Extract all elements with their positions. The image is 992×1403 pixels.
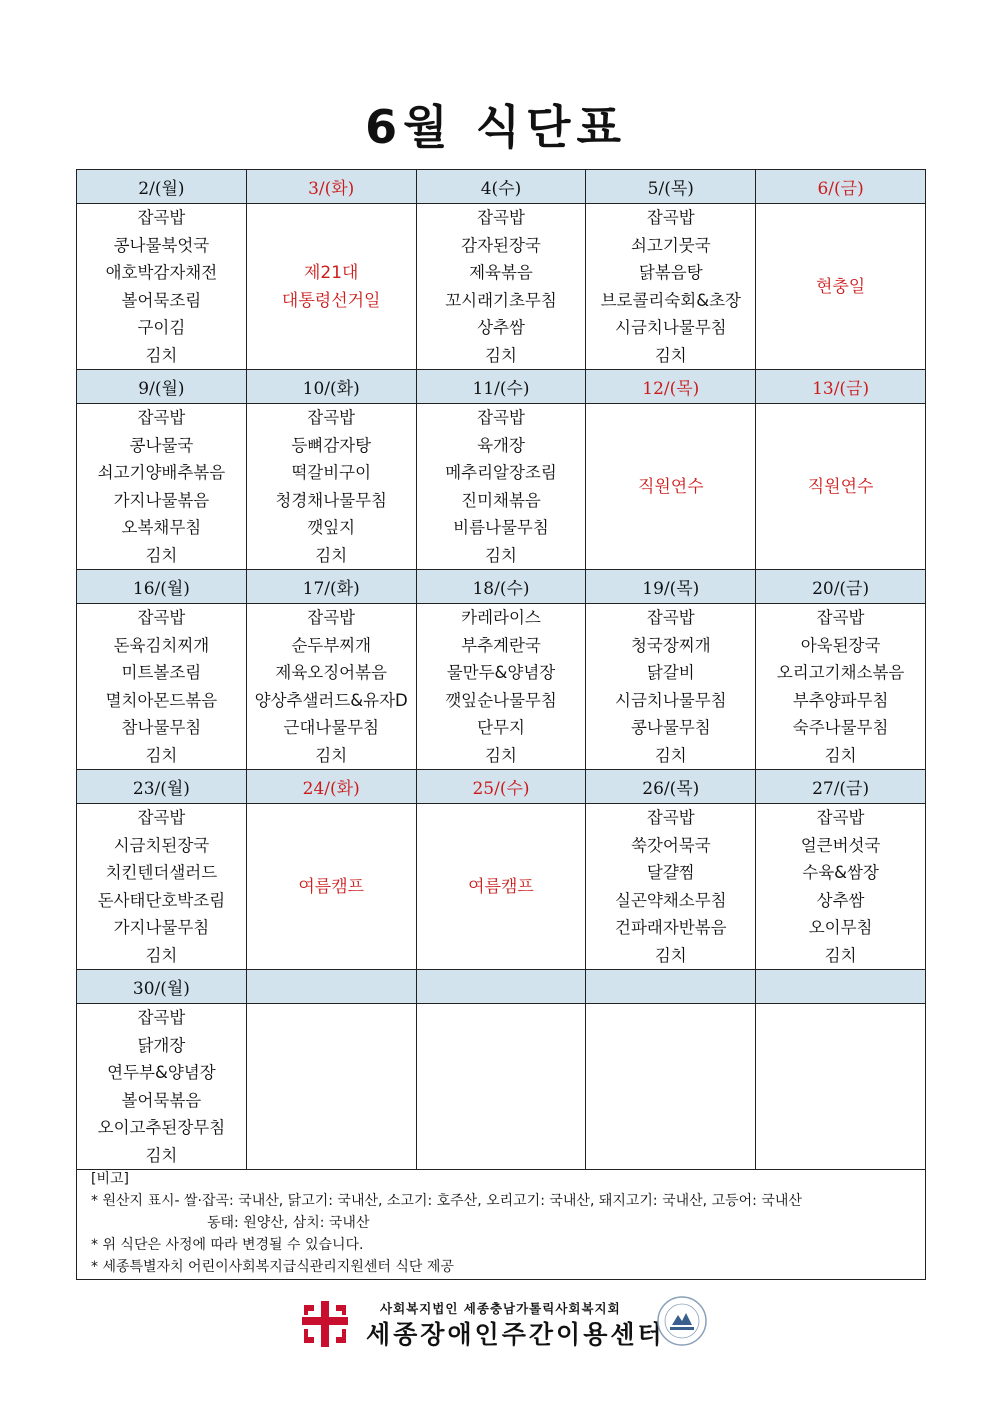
menu-cell <box>586 1004 756 1170</box>
date-cell <box>246 970 416 1004</box>
date-cell: 11/(수) <box>416 370 586 404</box>
date-cell <box>756 970 926 1004</box>
menu-cell <box>416 604 586 770</box>
menu-row <box>77 204 926 370</box>
menu-item: 단무지 <box>477 718 525 737</box>
date-cell: 19/(목) <box>586 570 756 604</box>
menu-item: 김치 <box>485 345 517 365</box>
org-name: 세종장애인주간이용센터 <box>366 1320 665 1349</box>
menu-item: 김치 <box>824 745 857 765</box>
menu-item: 김치 <box>315 745 348 765</box>
menu-item: 청경채나물무침 <box>275 490 387 510</box>
menu-item: 닭개장 <box>137 1035 186 1055</box>
menu-item: 아욱된장국 <box>800 635 881 655</box>
menu-item: 김치 <box>145 1145 178 1165</box>
menu-item: 제육오징어볶음 <box>275 663 387 682</box>
origin-note-cont: 동태: 원양산, 삼치: 국내산 <box>207 1215 370 1231</box>
menu-item: 근대나물무침 <box>283 718 380 737</box>
menu-item: 시금치나물무침 <box>615 690 727 710</box>
menu-item: 잡곡밥 <box>137 808 186 827</box>
menu-cell <box>246 404 416 570</box>
date-cell: 9/(월) <box>77 370 247 404</box>
menu-item: 돈육김치찌개 <box>113 635 210 655</box>
menu-row <box>77 404 926 570</box>
menu-item: 김치 <box>145 345 178 365</box>
menu-item: 김치 <box>145 945 178 965</box>
menu-item: 잡곡밥 <box>137 208 186 227</box>
menu-item: 김치 <box>145 545 178 565</box>
menu-item: 상추쌈 <box>477 318 525 337</box>
menu-item: 가지나물무침 <box>113 918 210 937</box>
event-cell <box>756 404 926 570</box>
date-header-row <box>77 170 926 204</box>
notes-box <box>76 1166 926 1280</box>
menu-item: 콩나물국 <box>129 435 194 455</box>
menu-item: 김치 <box>485 745 517 765</box>
menu-item: 실곤약채소무침 <box>615 890 727 910</box>
menu-item: 미트볼조림 <box>121 663 202 682</box>
menu-item: 시금치나물무침 <box>615 318 727 337</box>
menu-item: 순두부찌개 <box>291 635 372 655</box>
event-cell <box>756 204 926 370</box>
menu-item: 떡갈비구이 <box>291 463 372 482</box>
date-cell: 6/(금) <box>756 170 926 204</box>
date-cell: 26/(목) <box>586 770 756 804</box>
menu-item: 양상추샐러드&유자D <box>254 690 408 710</box>
menu-item: 구이김 <box>137 318 186 337</box>
menu-item: 건파래자반볶음 <box>615 918 727 937</box>
menu-item: 참나물무침 <box>121 718 202 737</box>
date-cell: 30/(월) <box>77 970 247 1004</box>
menu-item: 김치 <box>145 745 178 765</box>
menu-cell <box>246 1004 416 1170</box>
menu-cell <box>586 204 756 370</box>
menu-item: 숙주나물무침 <box>792 718 889 737</box>
menu-cell <box>756 604 926 770</box>
menu-item: 메추리알장조림 <box>445 463 557 482</box>
menu-item: 오이고추된장무침 <box>97 1118 226 1137</box>
menu-item: 부추계란국 <box>461 635 541 655</box>
provider-note: * 세종특별자치 어린이사회복지급식관리지원센터 식단 제공 <box>91 1259 454 1275</box>
menu-item: 물만두&양념장 <box>446 663 556 682</box>
date-header-row <box>77 370 926 404</box>
date-cell <box>586 970 756 1004</box>
menu-cell <box>246 604 416 770</box>
menu-item: 닭볶음탕 <box>638 263 703 282</box>
date-cell: 25/(수) <box>416 770 586 804</box>
menu-item: 돈사태단호박조림 <box>97 890 226 910</box>
menu-cell <box>756 804 926 970</box>
menu-item: 연두부&양념장 <box>107 1063 216 1082</box>
menu-item: 얼큰버섯국 <box>800 835 881 855</box>
event-cell <box>586 404 756 570</box>
menu-item: 진미채볶음 <box>461 490 541 510</box>
menu-item: 잡곡밥 <box>646 608 695 627</box>
date-cell: 12/(목) <box>586 370 756 404</box>
date-cell: 5/(목) <box>586 170 756 204</box>
menu-item: 김치 <box>654 345 687 365</box>
menu-item: 쑥갓어묵국 <box>630 835 711 855</box>
origin-note: * 원산지 표시- 쌀·잡곡: 국내산, 닭고기: 국내산, 소고기: 호주산, 오리고기: 국내산, 돼지고기: 국내산, 고등어: 국내산 <box>91 1193 802 1209</box>
menu-cell <box>77 604 247 770</box>
menu-item: 잡곡밥 <box>477 408 525 427</box>
menu-item: 잡곡밥 <box>816 808 865 827</box>
event-label: 현충일 <box>815 276 866 297</box>
date-cell: 18/(수) <box>416 570 586 604</box>
menu-item: 콩나물무침 <box>630 718 711 737</box>
menu-item: 잡곡밥 <box>816 608 865 627</box>
menu-item: 김치 <box>654 745 687 765</box>
change-note: * 위 식단은 사정에 따라 변경될 수 있습니다. <box>91 1237 364 1253</box>
event-cell <box>246 804 416 970</box>
menu-item: 잡곡밥 <box>137 1008 186 1027</box>
date-header-row <box>77 570 926 604</box>
menu-item: 수육&쌈장 <box>802 863 879 882</box>
date-cell: 23/(월) <box>77 770 247 804</box>
event-cell <box>416 804 586 970</box>
menu-item: 치킨텐더샐러드 <box>105 863 218 882</box>
event-label: 직원연수 <box>637 476 704 497</box>
date-cell: 20/(금) <box>756 570 926 604</box>
menu-item: 잡곡밥 <box>307 608 356 627</box>
menu-item: 김치 <box>824 945 857 965</box>
date-cell: 2/(월) <box>77 170 247 204</box>
menu-item: 달걀찜 <box>646 863 695 882</box>
menu-cell <box>756 1004 926 1170</box>
menu-item: 오리고기채소볶음 <box>776 663 905 682</box>
menu-item: 꼬시래기초무침 <box>445 290 557 310</box>
menu-cell <box>586 604 756 770</box>
date-cell: 17/(화) <box>246 570 416 604</box>
menu-item: 감자된장국 <box>461 235 541 255</box>
menu-item: 부추양파무침 <box>792 690 889 710</box>
menu-cell <box>77 804 247 970</box>
menu-item: 볼어묵조림 <box>121 290 202 310</box>
date-cell: 10/(화) <box>246 370 416 404</box>
event-label: 직원연수 <box>807 476 874 497</box>
menu-item: 잡곡밥 <box>307 408 356 427</box>
menu-item: 카레라이스 <box>461 608 541 627</box>
event-label: 제21대 <box>303 262 359 283</box>
menu-item: 상추쌈 <box>816 890 865 910</box>
page-title: 6월 식단표 <box>365 100 627 154</box>
menu-item: 볼어묵볶음 <box>121 1090 202 1110</box>
menu-cell <box>77 1004 247 1170</box>
menu-item: 애호박감자채전 <box>105 263 218 282</box>
menu-cell <box>586 804 756 970</box>
event-label: 여름캠프 <box>298 876 365 897</box>
date-header-row <box>77 970 926 1004</box>
menu-item: 잡곡밥 <box>477 208 525 227</box>
menu-cell <box>416 204 586 370</box>
menu-item: 콩나물북엇국 <box>113 235 210 255</box>
event-label: 대통령선거일 <box>281 290 381 311</box>
menu-item: 김치 <box>315 545 348 565</box>
caritas-cross-icon <box>300 1299 350 1349</box>
menu-item: 가지나물볶음 <box>113 490 210 510</box>
menu-row <box>77 1004 926 1170</box>
date-cell: 16/(월) <box>77 570 247 604</box>
menu-item: 잡곡밥 <box>646 208 695 227</box>
menu-item: 쇠고기뭇국 <box>630 235 711 255</box>
menu-item: 제육볶음 <box>469 263 533 282</box>
menu-item: 잡곡밥 <box>137 408 186 427</box>
date-cell: 3/(화) <box>246 170 416 204</box>
date-cell <box>416 970 586 1004</box>
event-cell <box>246 204 416 370</box>
notes-heading: [비고] <box>91 1171 129 1187</box>
menu-item: 잡곡밥 <box>646 808 695 827</box>
date-cell: 13/(금) <box>756 370 926 404</box>
date-cell: 4(수) <box>416 170 586 204</box>
menu-table <box>76 169 926 1170</box>
menu-cell <box>416 404 586 570</box>
menu-item: 멸치아몬드볶음 <box>105 690 218 710</box>
menu-item: 오복채무침 <box>121 518 202 537</box>
menu-item: 비름나물무침 <box>453 518 549 537</box>
menu-item: 육개장 <box>477 435 525 455</box>
sejong-seal-icon <box>656 1295 708 1347</box>
menu-item: 깻잎순나물무침 <box>445 690 557 710</box>
menu-item: 청국장찌개 <box>630 635 711 655</box>
menu-item: 시금치된장국 <box>113 835 210 855</box>
date-cell: 27/(금) <box>756 770 926 804</box>
org-parent-name: 사회복지법인 세종충남가톨릭사회복지회 <box>380 1301 621 1316</box>
menu-cell <box>77 404 247 570</box>
date-cell: 24/(화) <box>246 770 416 804</box>
menu-item: 오이무침 <box>808 918 873 937</box>
menu-row <box>77 804 926 970</box>
menu-row <box>77 604 926 770</box>
menu-cell <box>416 1004 586 1170</box>
menu-cell <box>77 204 247 370</box>
menu-item: 등뼈감자탕 <box>291 435 372 455</box>
menu-item: 잡곡밥 <box>137 608 186 627</box>
menu-item: 닭갈비 <box>646 663 695 682</box>
menu-item: 브로콜리숙회&초장 <box>600 290 741 310</box>
menu-item: 김치 <box>485 545 517 565</box>
footer <box>300 1295 720 1355</box>
date-header-row <box>77 770 926 804</box>
event-label: 여름캠프 <box>468 876 534 897</box>
menu-item: 김치 <box>654 945 687 965</box>
menu-item: 깻잎지 <box>307 518 356 537</box>
menu-item: 쇠고기양배추볶음 <box>97 463 226 482</box>
